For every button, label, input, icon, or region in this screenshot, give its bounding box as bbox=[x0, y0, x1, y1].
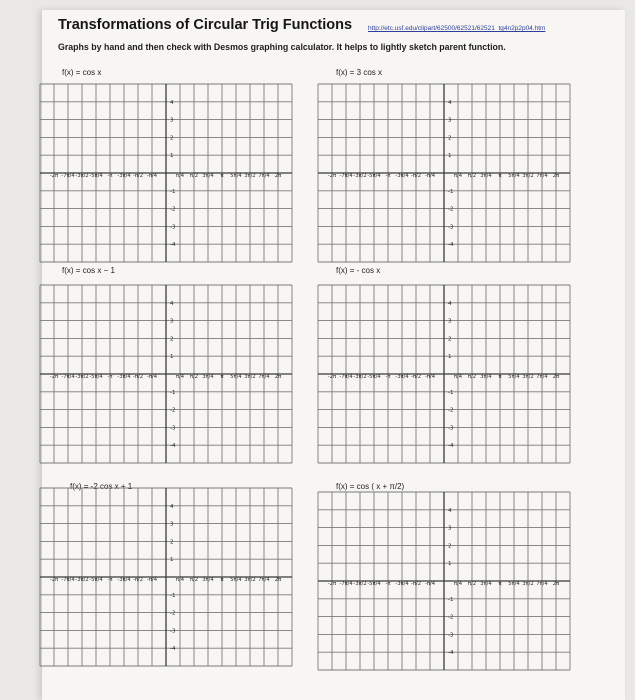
x-tick-label: -π bbox=[107, 577, 113, 583]
y-tick-label: -2 bbox=[448, 407, 454, 414]
x-tick-label: -5π/4 bbox=[89, 173, 103, 179]
y-tick-label: 3 bbox=[170, 318, 174, 325]
x-tick-label: 3π/4 bbox=[480, 374, 492, 380]
x-tick-label: -3π/2 bbox=[75, 374, 89, 380]
x-tick-label: -π/2 bbox=[132, 173, 144, 179]
x-tick-label: -2π bbox=[327, 581, 337, 587]
x-tick-label: -3π/2 bbox=[75, 577, 89, 583]
instructions: Graphs by hand and then check with Desmos graphing calculator. It helps to lightly sketch parent function. bbox=[58, 42, 506, 52]
y-tick-label: 4 bbox=[448, 300, 452, 307]
x-tick-label: 2π bbox=[274, 374, 282, 380]
x-tick-label: 3π/2 bbox=[244, 374, 256, 380]
x-tick-label: -π/2 bbox=[410, 374, 422, 380]
x-tick-label: 7π/4 bbox=[536, 581, 548, 587]
y-tick-label: 3 bbox=[448, 318, 452, 325]
x-tick-label: -2π bbox=[327, 374, 337, 380]
x-tick-label: 2π bbox=[552, 374, 560, 380]
y-tick-label: 1 bbox=[448, 561, 452, 568]
x-tick-label: 3π/2 bbox=[522, 581, 534, 587]
x-tick-label: 5π/4 bbox=[230, 577, 242, 583]
x-tick-label: 3π/4 bbox=[202, 577, 214, 583]
x-tick-label: -5π/4 bbox=[367, 173, 381, 179]
x-tick-label: -2π bbox=[49, 374, 59, 380]
grid-graph-3[interactable] bbox=[40, 285, 292, 463]
y-tick-label: 1 bbox=[170, 153, 174, 160]
x-tick-label: -π/4 bbox=[424, 173, 436, 179]
grid-graph-2[interactable] bbox=[318, 84, 570, 262]
x-tick-label: -π/2 bbox=[410, 581, 422, 587]
y-tick-label: 2 bbox=[170, 135, 174, 142]
x-tick-label: -π/4 bbox=[424, 374, 436, 380]
y-tick-label: 4 bbox=[170, 503, 174, 510]
y-tick-label: -2 bbox=[170, 407, 176, 414]
y-tick-label: 4 bbox=[448, 99, 452, 106]
grid-graph-1[interactable] bbox=[40, 84, 292, 262]
x-tick-label: -7π/4 bbox=[61, 577, 75, 583]
x-tick-label: π/4 bbox=[453, 581, 463, 587]
x-tick-label: -7π/4 bbox=[339, 374, 353, 380]
x-tick-label: -2π bbox=[327, 173, 337, 179]
x-tick-label: 7π/4 bbox=[258, 173, 270, 179]
y-tick-label: -3 bbox=[448, 425, 454, 432]
y-tick-label: 1 bbox=[170, 354, 174, 361]
y-tick-label: -3 bbox=[170, 224, 176, 231]
grid-graph-6[interactable] bbox=[318, 492, 570, 670]
x-tick-label: -3π/4 bbox=[395, 581, 409, 587]
x-tick-label: 5π/4 bbox=[508, 374, 520, 380]
x-tick-label: 2π bbox=[552, 581, 560, 587]
y-tick-label: 2 bbox=[170, 336, 174, 343]
x-tick-label: -π bbox=[385, 374, 391, 380]
x-tick-label: π/2 bbox=[189, 374, 199, 380]
y-tick-label: -3 bbox=[448, 632, 454, 639]
x-tick-label: 5π/4 bbox=[230, 173, 242, 179]
x-tick-label: -3π/2 bbox=[353, 173, 367, 179]
y-tick-label: -3 bbox=[448, 224, 454, 231]
x-tick-label: 7π/4 bbox=[536, 374, 548, 380]
y-tick-label: -4 bbox=[170, 646, 176, 653]
graph-label-6: f(x) = cos ( x + π/2) bbox=[336, 482, 405, 491]
x-tick-label: -3π/4 bbox=[395, 374, 409, 380]
x-tick-label: π bbox=[220, 173, 224, 179]
x-tick-label: -π/2 bbox=[410, 173, 422, 179]
x-tick-label: π/2 bbox=[467, 374, 477, 380]
y-tick-label: -2 bbox=[170, 610, 176, 617]
x-tick-label: -π/4 bbox=[146, 577, 158, 583]
x-tick-label: -π bbox=[107, 173, 113, 179]
x-tick-label: 3π/4 bbox=[202, 173, 214, 179]
x-tick-label: -7π/4 bbox=[61, 374, 75, 380]
x-tick-label: -π/2 bbox=[132, 577, 144, 583]
y-tick-label: 1 bbox=[448, 153, 452, 160]
x-tick-label: -3π/2 bbox=[353, 581, 367, 587]
y-tick-label: -2 bbox=[170, 206, 176, 213]
x-tick-label: -3π/4 bbox=[117, 173, 131, 179]
x-tick-label: π bbox=[498, 581, 502, 587]
y-tick-label: -1 bbox=[170, 592, 176, 599]
x-tick-label: -3π/4 bbox=[117, 374, 131, 380]
y-tick-label: 3 bbox=[170, 521, 174, 528]
x-tick-label: -7π/4 bbox=[339, 581, 353, 587]
y-tick-label: 3 bbox=[448, 117, 452, 124]
x-tick-label: π bbox=[220, 577, 224, 583]
x-tick-label: 7π/4 bbox=[258, 374, 270, 380]
x-tick-label: -5π/4 bbox=[89, 577, 103, 583]
x-tick-label: 2π bbox=[274, 173, 282, 179]
grid-graph-5[interactable] bbox=[40, 488, 292, 666]
x-tick-label: 3π/2 bbox=[522, 374, 534, 380]
y-tick-label: -3 bbox=[170, 425, 176, 432]
x-tick-label: 2π bbox=[552, 173, 560, 179]
y-tick-label: -4 bbox=[448, 650, 454, 657]
y-tick-label: -4 bbox=[448, 443, 454, 450]
x-tick-label: -5π/4 bbox=[89, 374, 103, 380]
x-tick-label: -π bbox=[385, 173, 391, 179]
x-tick-label: π/4 bbox=[453, 374, 463, 380]
y-tick-label: 4 bbox=[170, 300, 174, 307]
y-tick-label: 2 bbox=[448, 543, 452, 550]
x-tick-label: -3π/2 bbox=[75, 173, 89, 179]
x-tick-label: -π/2 bbox=[132, 374, 144, 380]
x-tick-label: 3π/2 bbox=[244, 173, 256, 179]
y-tick-label: -2 bbox=[448, 614, 454, 621]
x-tick-label: π bbox=[498, 173, 502, 179]
y-tick-label: -2 bbox=[448, 206, 454, 213]
x-tick-label: π bbox=[220, 374, 224, 380]
x-tick-label: π/2 bbox=[467, 173, 477, 179]
x-tick-label: 3π/4 bbox=[202, 374, 214, 380]
x-tick-label: -π/4 bbox=[146, 173, 158, 179]
y-tick-label: 3 bbox=[170, 117, 174, 124]
y-tick-label: 2 bbox=[170, 539, 174, 546]
x-tick-label: -π bbox=[107, 374, 113, 380]
x-tick-label: 3π/2 bbox=[244, 577, 256, 583]
y-tick-label: 2 bbox=[448, 336, 452, 343]
y-tick-label: 3 bbox=[448, 525, 452, 532]
x-tick-label: 5π/4 bbox=[230, 374, 242, 380]
x-tick-label: -7π/4 bbox=[61, 173, 75, 179]
y-tick-label: -4 bbox=[170, 242, 176, 249]
x-tick-label: π/2 bbox=[189, 577, 199, 583]
x-tick-label: π/4 bbox=[175, 374, 185, 380]
x-tick-label: π/4 bbox=[453, 173, 463, 179]
x-tick-label: π/4 bbox=[175, 173, 185, 179]
x-tick-label: 2π bbox=[274, 577, 282, 583]
x-tick-label: -3π/4 bbox=[117, 577, 131, 583]
x-tick-label: 3π/4 bbox=[480, 581, 492, 587]
y-tick-label: -3 bbox=[170, 628, 176, 635]
y-tick-label: -1 bbox=[448, 596, 454, 603]
graph-label-5: f(x) = -2 cos x + 1 bbox=[70, 482, 133, 491]
x-tick-label: -2π bbox=[49, 173, 59, 179]
x-tick-label: -7π/4 bbox=[339, 173, 353, 179]
x-tick-label: -3π/4 bbox=[395, 173, 409, 179]
x-tick-label: -π/4 bbox=[146, 374, 158, 380]
grid-graph-4[interactable] bbox=[318, 285, 570, 463]
x-tick-label: π/4 bbox=[175, 577, 185, 583]
page-title: Transformations of Circular Trig Functions bbox=[58, 17, 353, 33]
x-tick-label: 3π/2 bbox=[522, 173, 534, 179]
y-tick-label: 1 bbox=[448, 354, 452, 361]
x-tick-label: -5π/4 bbox=[367, 374, 381, 380]
x-tick-label: π/2 bbox=[189, 173, 199, 179]
graph-label-4: f(x) = - cos x bbox=[336, 266, 381, 275]
source-url[interactable]: http://etc.usf.edu/clipart/62500/62521/62521_tg4n2p2p04.htm bbox=[368, 25, 546, 32]
graph-label-1: f(x) = cos x bbox=[62, 68, 102, 77]
y-tick-label: -4 bbox=[448, 242, 454, 249]
graph-label-3: f(x) = cos x − 1 bbox=[62, 266, 115, 275]
x-tick-label: 5π/4 bbox=[508, 173, 520, 179]
graph-label-2: f(x) = 3 cos x bbox=[336, 68, 383, 77]
y-tick-label: -1 bbox=[170, 389, 176, 396]
y-tick-label: -1 bbox=[448, 188, 454, 195]
x-tick-label: 5π/4 bbox=[508, 581, 520, 587]
y-tick-label: 2 bbox=[448, 135, 452, 142]
y-tick-label: 4 bbox=[448, 507, 452, 514]
x-tick-label: -5π/4 bbox=[367, 581, 381, 587]
y-tick-label: -4 bbox=[170, 443, 176, 450]
x-tick-label: 3π/4 bbox=[480, 173, 492, 179]
y-tick-label: 1 bbox=[170, 557, 174, 564]
x-tick-label: -2π bbox=[49, 577, 59, 583]
x-tick-label: π/2 bbox=[467, 581, 477, 587]
x-tick-label: 7π/4 bbox=[258, 577, 270, 583]
y-tick-label: -1 bbox=[170, 188, 176, 195]
x-tick-label: -π/4 bbox=[424, 581, 436, 587]
x-tick-label: 7π/4 bbox=[536, 173, 548, 179]
x-tick-label: -π bbox=[385, 581, 391, 587]
y-tick-label: 4 bbox=[170, 99, 174, 106]
y-tick-label: -1 bbox=[448, 389, 454, 396]
x-tick-label: -3π/2 bbox=[353, 374, 367, 380]
x-tick-label: π bbox=[498, 374, 502, 380]
